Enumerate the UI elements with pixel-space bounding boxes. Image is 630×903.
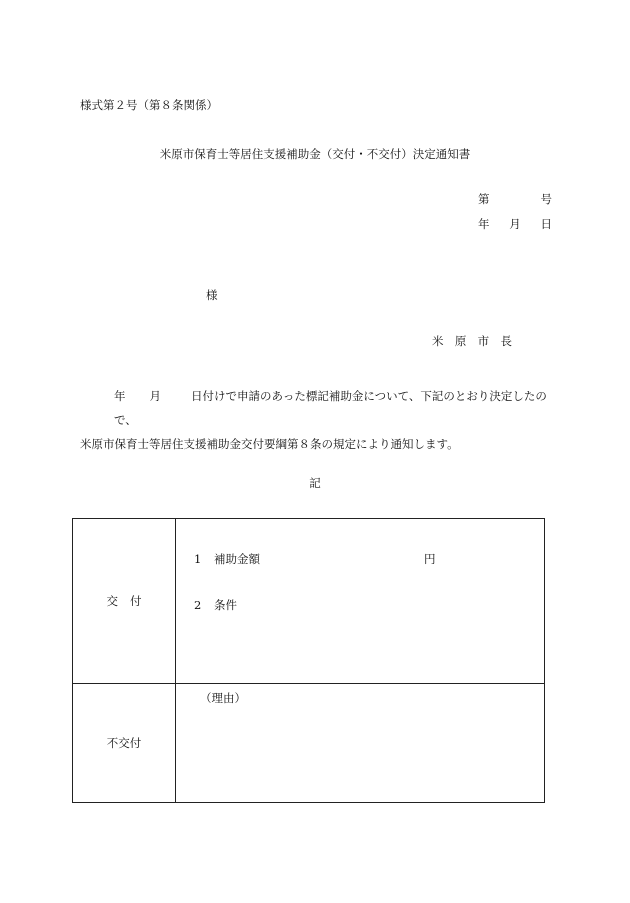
notification-body: [80, 384, 560, 456]
body-year: 年: [114, 389, 126, 403]
issuer-char: 長: [500, 334, 512, 348]
date-year: 年: [478, 217, 490, 231]
body-line1-text: 日付けで申請のあった標記補助金について、下記のとおり決定したので、: [114, 389, 547, 427]
conditions-item: [194, 597, 237, 613]
item-number: 2: [194, 598, 202, 612]
grant-header-cell: [73, 519, 176, 684]
non-grant-header-cell: [73, 684, 176, 803]
date-month: 月: [509, 217, 521, 231]
grant-amount-item: [194, 551, 260, 567]
date-day: 日: [540, 217, 552, 231]
document-number-line: [478, 194, 552, 206]
reason-label: （理由）: [200, 691, 246, 705]
issuer-char: 市: [477, 334, 490, 348]
body-month: 月: [149, 389, 161, 403]
non-grant-content-cell: [176, 684, 545, 803]
form-label: 様式第２号（第８条関係）: [80, 98, 218, 112]
issuer-char: 原: [454, 334, 467, 348]
item-label: 補助金額: [214, 552, 260, 566]
item-number: 1: [194, 552, 202, 566]
addressee-honorific: 様: [206, 288, 218, 302]
grant-row: [73, 519, 545, 684]
grant-content-cell: [176, 519, 545, 684]
grant-header: 交付: [106, 594, 154, 608]
decision-table: [72, 518, 545, 803]
yen-unit: 円: [424, 552, 436, 566]
number-suffix: 号: [540, 192, 552, 206]
document-date-line: [478, 219, 552, 231]
non-grant-header: 不交付: [106, 736, 142, 750]
issuer-char: 米: [432, 334, 444, 348]
ki-heading: 記: [309, 476, 321, 490]
document-title: 米原市保育士等居住支援補助金（交付・不交付）決定通知書: [159, 147, 471, 161]
issuer-mayor: [432, 336, 512, 348]
number-prefix: 第: [478, 192, 490, 206]
item-label: 条件: [214, 598, 237, 612]
body-line-2: 米原市保育士等居住支援補助金交付要綱第８条の規定により通知します。: [80, 437, 459, 451]
body-line-1: [80, 384, 560, 432]
non-grant-row: [73, 684, 545, 803]
